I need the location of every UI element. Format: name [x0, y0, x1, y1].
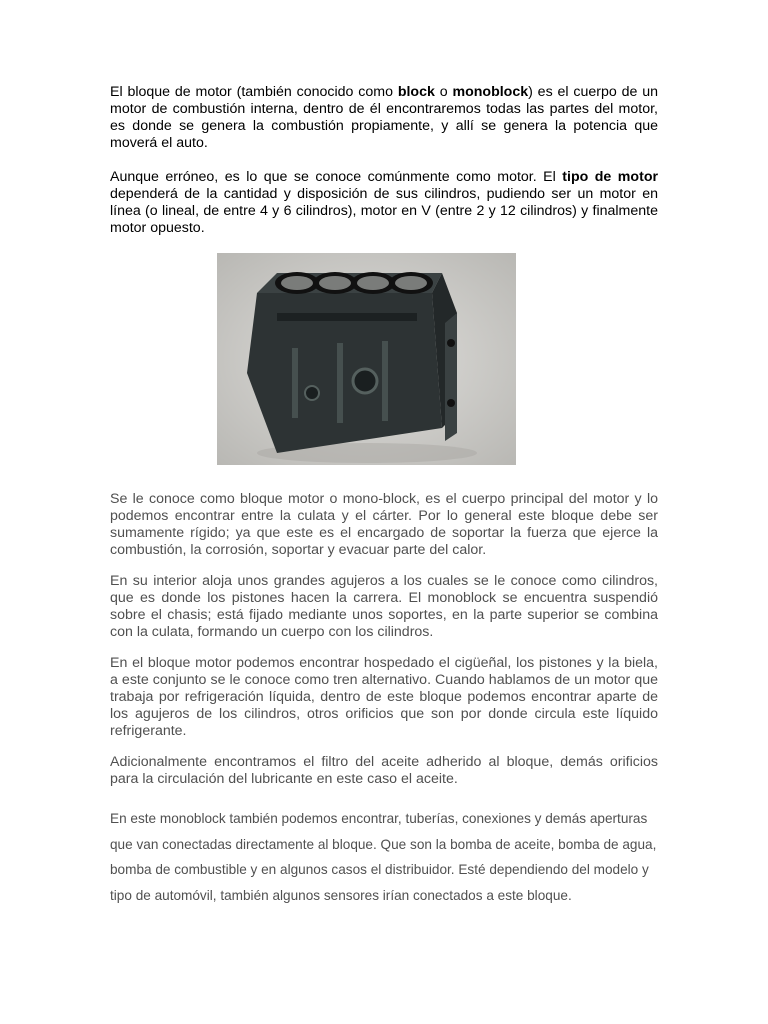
document-body [110, 84, 658, 908]
term-monoblock: monoblock [452, 84, 529, 100]
paragraph-tren-alternativo: En el bloque motor podemos encontrar hospedado el cigüeñal, los pistones y la biela, a este conjunto se le conoce como tren alternativo. Cuando hablamos de un motor que trabaja por refrigeración líquida, dentro de este bloque podemos encontrar aparte de los agujeros de los cilindros, otros orificios que son por donde circula este líquido refrigerante. [110, 655, 658, 739]
engine-block-image [217, 253, 516, 465]
paragraph-bloque-motor: Se le conoce como bloque motor o mono-block, es el cuerpo principal del motor y lo podemos encontrar entre la culata y el cárter. Por lo general este bloque debe ser sumamente rígido; ya que este es el encargado de soportar la fuerza que ejerce la combustión, la corrosión, soportar y evacuar parte del calor. [110, 491, 658, 558]
term-tipo-de-motor: tipo de motor [562, 169, 659, 185]
paragraph-conexiones: En este monoblock también podemos encontrar, tuberías, conexiones y demás aperturas que van conectadas directamente al bloque. Que son la bomba de aceite, bomba de agua, bomba de combustible y en algunos casos el distribuidor. Esté dependiendo del modelo y tipo de automóvil, también algunos sensores irían conectados a este bloque. [110, 811, 657, 903]
paragraph-cilindros: En su interior aloja unos grandes agujeros a los cuales se le conoce como cilindros, que es donde los pistones hacen la carrera. El monoblock se encuentra suspendió sobre el chasis; está fijado mediante unos soportes, en la parte superior se combina con la culata, formando un cuerpo con los cilindros. [110, 573, 658, 640]
paragraph-engine-type: Aunque erróneo, es lo que se conoce comúnmente como motor. El tipo de motor dependerá de la cantidad y disposición de sus cilindros, pudiendo ser un motor en línea (o lineal, de entre 4 y 6 cilindros), motor en V (entre 2 y 12 cilindros) y finalmente motor opuesto. [110, 169, 659, 236]
paragraph-intro: El bloque de motor (también conocido como block o monoblock) es el cuerpo de un motor de combustión interna, dentro de él encontraremos todas las partes del motor, es donde se genera la combustión propiamente, y allí se genera la potencia que moverá el auto. [110, 84, 659, 151]
engine-block-photo [217, 253, 516, 465]
term-block: block [397, 84, 435, 100]
paragraph-filtro-aceite: Adicionalmente encontramos el filtro del aceite adherido al bloque, demás orificios para la circulación del lubricante en este caso el aceite. [110, 754, 658, 787]
